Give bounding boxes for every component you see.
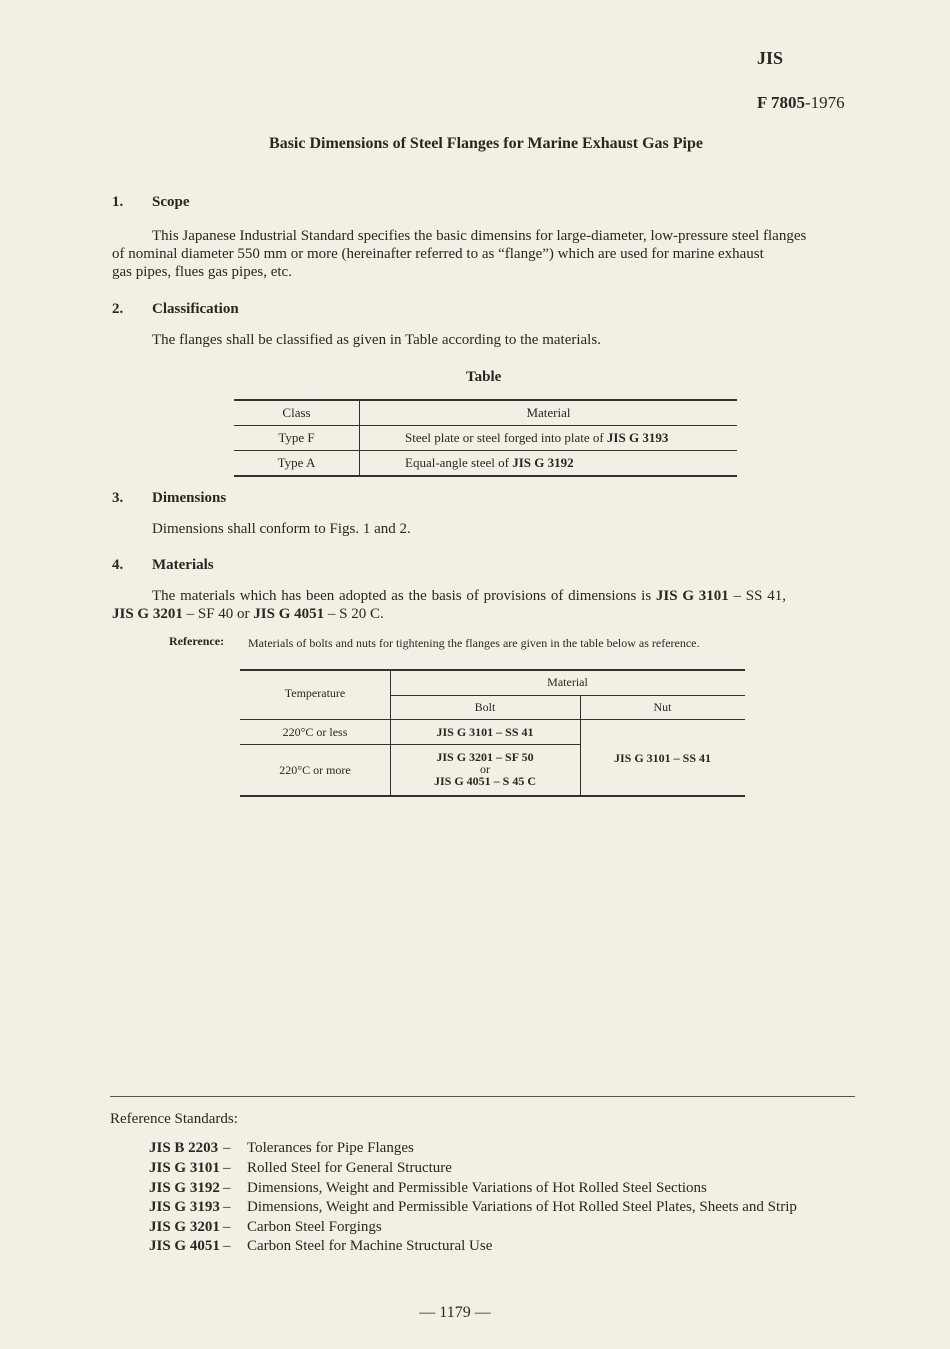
col-material-header: Material	[547, 675, 588, 689]
section-num-scope: 1.	[112, 194, 124, 210]
header-std-code	[757, 93, 845, 113]
material-cell	[360, 455, 737, 471]
list-item	[149, 1140, 414, 1157]
row2-bolt	[390, 751, 580, 787]
list-item	[149, 1219, 382, 1236]
scope-line-3: gas pipes, flues gas pipes, etc.	[112, 264, 292, 280]
materials-val-a: – SS 41,	[733, 588, 786, 604]
list-item	[149, 1238, 492, 1255]
col-nut-header: Nut	[653, 700, 672, 714]
col-class-header: Class	[234, 401, 360, 425]
dash: –	[223, 1199, 231, 1215]
std-code: F 7805	[757, 93, 806, 112]
std-year: -1976	[805, 93, 845, 112]
material-std: JIS G 3192	[512, 455, 574, 470]
std-title: Tolerances for Pipe Flanges	[247, 1140, 414, 1156]
dash: –	[223, 1219, 231, 1235]
class-cell: Type A	[234, 451, 360, 475]
std-code: JIS G 3193	[149, 1199, 220, 1215]
dash: –	[223, 1140, 231, 1156]
materials-text: The materials which has been adopted as the basis of provisions of dimensions is	[152, 588, 652, 604]
std-code: JIS G 3101	[149, 1160, 220, 1176]
nut-value: JIS G 3101 – SS 41	[613, 751, 712, 765]
row1-temperature: 220°C or less	[282, 725, 348, 739]
materials-line-1	[152, 587, 786, 605]
row1-bolt: JIS G 3101 – SS 41	[436, 725, 534, 739]
materials-val-c: – S 20 C.	[327, 606, 384, 622]
page-title: Basic Dimensions of Steel Flanges for Marine Exhaust Gas Pipe	[269, 135, 703, 152]
std-title: Rolled Steel for General Structure	[247, 1160, 452, 1176]
section-num-dimensions: 3.	[112, 490, 124, 506]
list-item	[149, 1180, 707, 1197]
col-temperature-header: Temperature	[284, 686, 346, 700]
page-number: — 1179 —	[419, 1304, 491, 1321]
std-code: JIS B 2203	[149, 1140, 219, 1156]
material-text: Steel plate or steel forged into plate of	[405, 430, 607, 445]
materials-std-a: JIS G 3101	[655, 588, 729, 604]
row2-or: or	[480, 762, 490, 776]
reference-standards-heading: Reference Standards:	[110, 1111, 238, 1127]
reference-text: Materials of bolts and nuts for tightening the flanges are given in the table below as reference.	[248, 636, 700, 650]
material-std: JIS G 3193	[606, 430, 669, 445]
reference-label: Reference:	[169, 634, 225, 648]
material-text: Equal-angle steel of	[405, 455, 513, 470]
dimensions-text: Dimensions shall conform to Figs. 1 and 2.	[152, 521, 411, 537]
std-code: JIS G 4051	[149, 1238, 220, 1254]
scope-line-1: This Japanese Industrial Standard specifies the basic dimensins for large-diameter, low-pressure steel flanges	[152, 228, 807, 244]
col-material-header: Material	[526, 405, 571, 420]
col-bolt-header: Bolt	[474, 700, 496, 714]
classification-table	[234, 399, 737, 477]
bolt-nut-table	[240, 669, 745, 797]
row2-bolt-b: JIS G 4051 – S 45 C	[433, 774, 537, 788]
dash: –	[223, 1238, 231, 1254]
std-title: Carbon Steel for Machine Structural Use	[247, 1238, 493, 1254]
header-org: JIS	[757, 48, 784, 68]
section-title-classification: Classification	[152, 301, 239, 317]
std-title: Dimensions, Weight and Permissible Variations of Hot Rolled Steel Plates, Sheets and Strip	[247, 1199, 797, 1215]
section-title-scope: Scope	[152, 194, 190, 210]
section-title-materials: Materials	[152, 557, 214, 573]
list-item	[149, 1160, 452, 1177]
row2-bolt-a: JIS G 3201 – SF 50	[436, 750, 534, 764]
materials-std-c: JIS G 4051	[253, 606, 325, 622]
std-code: JIS G 3192	[149, 1180, 220, 1196]
dash: –	[223, 1180, 231, 1196]
table-caption: Table	[466, 369, 502, 385]
classification-header-row	[234, 401, 737, 426]
list-item	[149, 1199, 797, 1216]
classification-row-type-f	[234, 426, 737, 451]
classification-row-type-a	[234, 451, 737, 475]
std-title: Dimensions, Weight and Permissible Variations of Hot Rolled Steel Sections	[247, 1180, 707, 1196]
classification-text: The flanges shall be classified as given in Table according to the materials.	[152, 332, 601, 348]
std-title: Carbon Steel Forgings	[247, 1219, 382, 1235]
section-num-materials: 4.	[112, 557, 124, 573]
std-code: JIS G 3201	[149, 1219, 220, 1235]
materials-line-2	[112, 605, 384, 623]
class-cell: Type F	[234, 426, 360, 450]
divider	[110, 1096, 855, 1097]
section-num-classification: 2.	[112, 301, 124, 317]
dash: –	[223, 1160, 231, 1176]
scope-line-2: of nominal diameter 550 mm or more (hereinafter referred to as “flange”) which are used for marine exhaust	[112, 246, 764, 262]
material-cell	[360, 430, 737, 446]
section-title-dimensions: Dimensions	[152, 490, 227, 506]
row2-temperature: 220°C or more	[279, 763, 351, 777]
materials-std-b: JIS G 3201	[112, 606, 183, 622]
materials-val-b: – SF 40 or	[186, 606, 250, 622]
